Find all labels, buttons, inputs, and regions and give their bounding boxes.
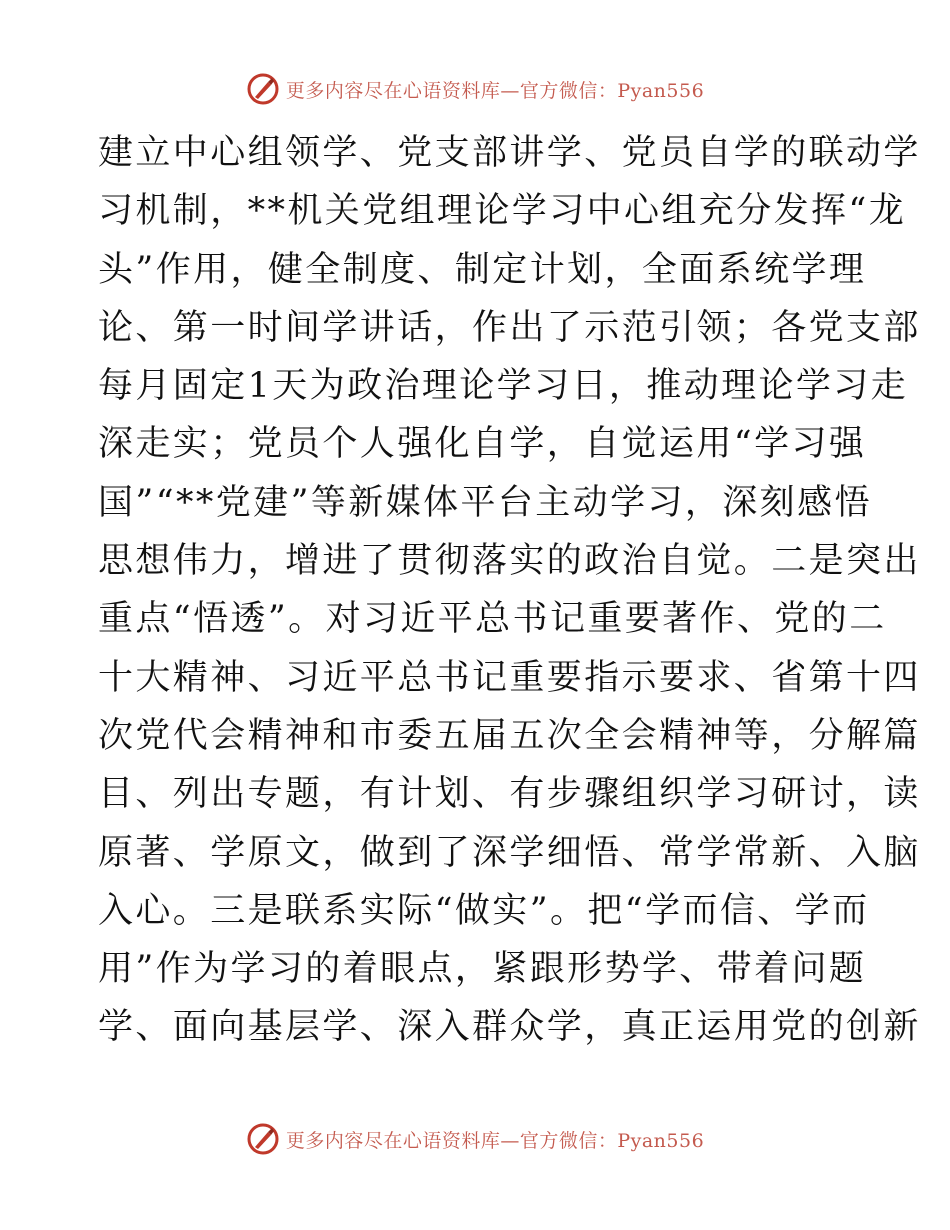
watermark-text: 更多内容尽在心语资料库—官方微信：Pyan556 (285, 1129, 705, 1152)
text-line: 用”作为学习的着眼点，紧跟形势学、带着问题 (98, 949, 867, 990)
text-line: 原著、学原文，做到了深学细悟、常学常新、入脑 (98, 832, 921, 873)
text-line: 学、面向基层学、深入群众学，真正运用党的创新 (98, 1007, 921, 1048)
text-line: 国”“**党建”等新媒体平台主动学习，深刻感悟 (98, 482, 872, 523)
text-line: 深走实；党员个人强化自学，自觉运用“学习强 (98, 424, 867, 465)
pen-logo-icon (246, 72, 280, 106)
text-line: 思想伟力，增进了贯彻落实的政治自觉。二是突出 (98, 541, 921, 582)
text-line: 头”作用，健全制度、制定计划，全面系统学理 (98, 249, 867, 290)
footer-watermark (0, 1122, 950, 1156)
text-line: 论、第一时间学讲话，作出了示范引领；各党支部 (98, 307, 921, 348)
pen-logo-icon (246, 1122, 280, 1156)
text-line: 十大精神、习近平总书记重要指示要求、省第十四 (98, 657, 921, 698)
text-line: 习机制，**机关党组理论学习中心组充分发挥“龙 (98, 191, 907, 232)
text-line: 建立中心组领学、党支部讲学、党员自学的联动学 (98, 133, 921, 173)
text-line: 每月固定1天为政治理论学习日，推动理论学习走 (98, 366, 909, 407)
document-body (98, 124, 921, 1057)
text-line: 次党代会精神和市委五届五次全会精神等，分解篇 (98, 715, 921, 756)
text-line: 入心。三是联系实际“做实”。把“学而信、学而 (98, 890, 870, 931)
text-line: 目、列出专题，有计划、有步骤组织学习研讨，读 (98, 774, 921, 815)
text-line: 重点“悟透”。对习近平总书记重要著作、党的二 (98, 599, 887, 640)
header-watermark (0, 72, 950, 106)
watermark-text: 更多内容尽在心语资料库—官方微信：Pyan556 (285, 79, 705, 102)
